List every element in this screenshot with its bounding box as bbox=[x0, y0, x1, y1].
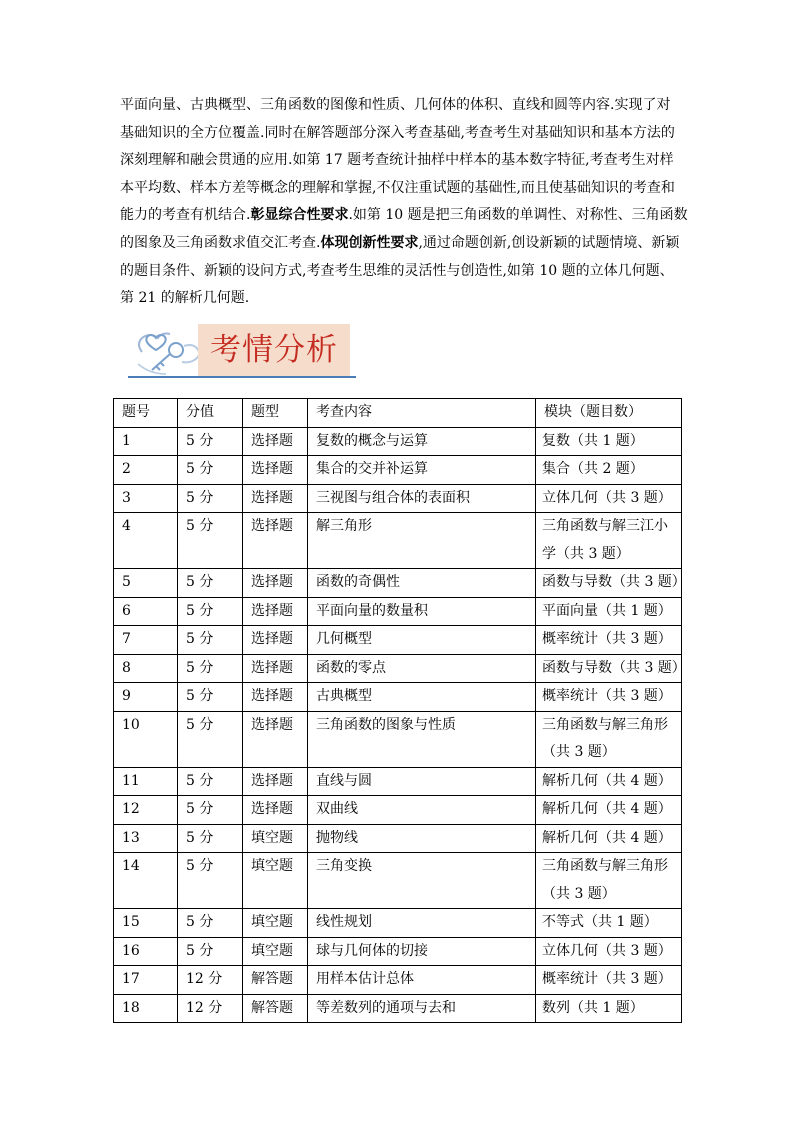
cell-content: 线性规划 bbox=[308, 909, 536, 938]
cell-module: 不等式（共 1 题） bbox=[536, 909, 682, 938]
table-row bbox=[114, 796, 682, 825]
intro-line: 平面向量、古典概型、三角函数的图像和性质、几何体的体积、直线和圆等内容.实现了对 bbox=[120, 97, 671, 113]
cell-score: 5 分 bbox=[178, 626, 243, 655]
cell-number: 5 bbox=[114, 569, 178, 598]
cell-type: 填空题 bbox=[243, 937, 308, 966]
cell-score: 5 分 bbox=[178, 853, 243, 909]
table-row bbox=[114, 767, 682, 796]
cell-module: 概率统计（共 3 题） bbox=[536, 683, 682, 712]
cell-content: 古典概型 bbox=[308, 683, 536, 712]
cell-score: 12 分 bbox=[178, 966, 243, 995]
cell-module: 解析几何（共 4 题） bbox=[536, 767, 682, 796]
cell-score: 5 分 bbox=[178, 767, 243, 796]
cell-content: 平面向量的数量积 bbox=[308, 597, 536, 626]
intro-text: 能力的考查有机结合. bbox=[120, 207, 251, 224]
cell-number: 16 bbox=[114, 937, 178, 966]
cell-score: 5 分 bbox=[178, 456, 243, 485]
cell-module: 立体几何（共 3 题） bbox=[536, 937, 682, 966]
cell-module: 复数（共 1 题） bbox=[536, 427, 682, 456]
cell-score: 5 分 bbox=[178, 711, 243, 767]
cell-score: 5 分 bbox=[178, 937, 243, 966]
cell-type: 选择题 bbox=[243, 597, 308, 626]
table-row bbox=[114, 513, 682, 569]
cell-type: 选择题 bbox=[243, 513, 308, 569]
cell-score: 5 分 bbox=[178, 654, 243, 683]
cell-number: 10 bbox=[114, 711, 178, 767]
cell-number: 7 bbox=[114, 626, 178, 655]
table-row bbox=[114, 909, 682, 938]
cell-number: 15 bbox=[114, 909, 178, 938]
cell-content: 复数的概念与运算 bbox=[308, 427, 536, 456]
cell-number: 14 bbox=[114, 853, 178, 909]
cell-module: 三角函数与解三江小学（共 3 题） bbox=[536, 513, 682, 569]
cell-score: 5 分 bbox=[178, 484, 243, 513]
cell-type: 选择题 bbox=[243, 711, 308, 767]
table-row bbox=[114, 937, 682, 966]
intro-emphasis: 体现创新性要求 bbox=[320, 234, 419, 251]
cell-score: 5 分 bbox=[178, 597, 243, 626]
cell-type: 解答题 bbox=[243, 966, 308, 995]
cell-number: 4 bbox=[114, 513, 178, 569]
cell-module: 概率统计（共 3 题） bbox=[536, 626, 682, 655]
intro-line: 第 21 的解析几何题. bbox=[120, 290, 250, 307]
cell-score: 5 分 bbox=[178, 909, 243, 938]
table-row bbox=[114, 853, 682, 909]
cell-content: 直线与圆 bbox=[308, 767, 536, 796]
cell-module: 平面向量（共 1 题） bbox=[536, 597, 682, 626]
header-score: 分值 bbox=[178, 399, 243, 428]
intro-line: 深刻理解和融会贯通的应用.如第 17 题考查统计抽样中样本的基本数字特征,考查考生对样 bbox=[120, 152, 674, 169]
table-row bbox=[114, 626, 682, 655]
cell-number: 1 bbox=[114, 427, 178, 456]
cell-number: 8 bbox=[114, 654, 178, 683]
header-question-number: 题号 bbox=[114, 399, 178, 428]
table-row bbox=[114, 654, 682, 683]
cell-module: 解析几何（共 4 题） bbox=[536, 796, 682, 825]
cell-score: 5 分 bbox=[178, 824, 243, 853]
cell-type: 选择题 bbox=[243, 456, 308, 485]
table-header-row bbox=[114, 399, 682, 428]
table-row bbox=[114, 456, 682, 485]
key-heart-icon bbox=[130, 324, 204, 376]
cell-content: 函数的零点 bbox=[308, 654, 536, 683]
table-row bbox=[114, 966, 682, 995]
cell-content: 等差数列的通项与去和 bbox=[308, 994, 536, 1023]
cell-type: 填空题 bbox=[243, 909, 308, 938]
section-underline bbox=[128, 376, 356, 378]
section-header bbox=[124, 318, 356, 380]
cell-module: 概率统计（共 3 题） bbox=[536, 966, 682, 995]
cell-content: 几何概型 bbox=[308, 626, 536, 655]
table-row bbox=[114, 824, 682, 853]
intro-text: ,通过命题创新,创设新颖的试题情境、新颖 bbox=[418, 234, 680, 251]
cell-content: 用样本估计总体 bbox=[308, 966, 536, 995]
section-title-box bbox=[198, 324, 350, 376]
cell-content: 球与几何体的切接 bbox=[308, 937, 536, 966]
cell-number: 12 bbox=[114, 796, 178, 825]
cell-score: 5 分 bbox=[178, 683, 243, 712]
cell-type: 选择题 bbox=[243, 683, 308, 712]
cell-type: 填空题 bbox=[243, 853, 308, 909]
table-row bbox=[114, 569, 682, 598]
cell-type: 选择题 bbox=[243, 654, 308, 683]
cell-score: 12 分 bbox=[178, 994, 243, 1023]
cell-number: 6 bbox=[114, 597, 178, 626]
cell-number: 17 bbox=[114, 966, 178, 995]
cell-number: 18 bbox=[114, 994, 178, 1023]
intro-paragraph bbox=[120, 92, 688, 313]
cell-type: 选择题 bbox=[243, 626, 308, 655]
header-content: 考查内容 bbox=[308, 399, 536, 428]
cell-number: 3 bbox=[114, 484, 178, 513]
cell-type: 选择题 bbox=[243, 427, 308, 456]
intro-text: 的图象及三角函数求值交汇考查. bbox=[120, 234, 321, 251]
cell-module: 立体几何（共 3 题） bbox=[536, 484, 682, 513]
header-question-type: 题型 bbox=[243, 399, 308, 428]
intro-line: 的题目条件、新颖的设问方式,考查考生思维的灵活性与创造性,如第 10 题的立体几何题、 bbox=[120, 262, 674, 279]
cell-number: 13 bbox=[114, 824, 178, 853]
cell-score: 5 分 bbox=[178, 513, 243, 569]
cell-score: 5 分 bbox=[178, 796, 243, 825]
intro-emphasis: 彰显综合性要求 bbox=[250, 207, 349, 224]
table-row bbox=[114, 597, 682, 626]
cell-module: 三角函数与解三角形（共 3 题） bbox=[536, 853, 682, 909]
cell-module: 解析几何（共 4 题） bbox=[536, 824, 682, 853]
cell-type: 选择题 bbox=[243, 484, 308, 513]
cell-type: 选择题 bbox=[243, 796, 308, 825]
table-row bbox=[114, 427, 682, 456]
cell-content: 集合的交并补运算 bbox=[308, 456, 536, 485]
cell-module: 函数与导数（共 3 题） bbox=[536, 569, 682, 598]
table-row bbox=[114, 994, 682, 1023]
cell-content: 三角变换 bbox=[308, 853, 536, 909]
cell-content: 函数的奇偶性 bbox=[308, 569, 536, 598]
section-title: 考情分析 bbox=[210, 332, 338, 368]
cell-score: 5 分 bbox=[178, 427, 243, 456]
cell-type: 选择题 bbox=[243, 767, 308, 796]
cell-content: 抛物线 bbox=[308, 824, 536, 853]
cell-type: 解答题 bbox=[243, 994, 308, 1023]
table-row bbox=[114, 711, 682, 767]
cell-number: 2 bbox=[114, 456, 178, 485]
cell-module: 集合（共 2 题） bbox=[536, 456, 682, 485]
intro-text: .如第 10 题是把三角函数的单调性、对称性、三角函数 bbox=[348, 207, 688, 224]
intro-line: 基础知识的全方位覆盖.同时在解答题部分深入考查基础,考查考生对基础知识和基本方法的 bbox=[120, 124, 675, 141]
cell-module: 数列（共 1 题） bbox=[536, 994, 682, 1023]
header-module: 模块（题目数） bbox=[536, 399, 682, 428]
cell-number: 9 bbox=[114, 683, 178, 712]
intro-line bbox=[120, 202, 688, 230]
cell-type: 选择题 bbox=[243, 569, 308, 598]
table-row bbox=[114, 683, 682, 712]
cell-module: 三角函数与解三角形（共 3 题） bbox=[536, 711, 682, 767]
exam-analysis-table bbox=[113, 398, 686, 1023]
cell-score: 5 分 bbox=[178, 569, 243, 598]
cell-content: 解三角形 bbox=[308, 513, 536, 569]
cell-number: 11 bbox=[114, 767, 178, 796]
cell-module: 函数与导数（共 3 题） bbox=[536, 654, 682, 683]
intro-line bbox=[120, 230, 682, 258]
cell-type: 填空题 bbox=[243, 824, 308, 853]
intro-line: 本平均数、样本方差等概念的理解和掌握,不仅注重试题的基础性,而且使基础知识的考查和 bbox=[120, 179, 675, 196]
table-row bbox=[114, 484, 682, 513]
cell-content: 三角函数的图象与性质 bbox=[308, 711, 536, 767]
cell-content: 三视图与组合体的表面积 bbox=[308, 484, 536, 513]
cell-content: 双曲线 bbox=[308, 796, 536, 825]
